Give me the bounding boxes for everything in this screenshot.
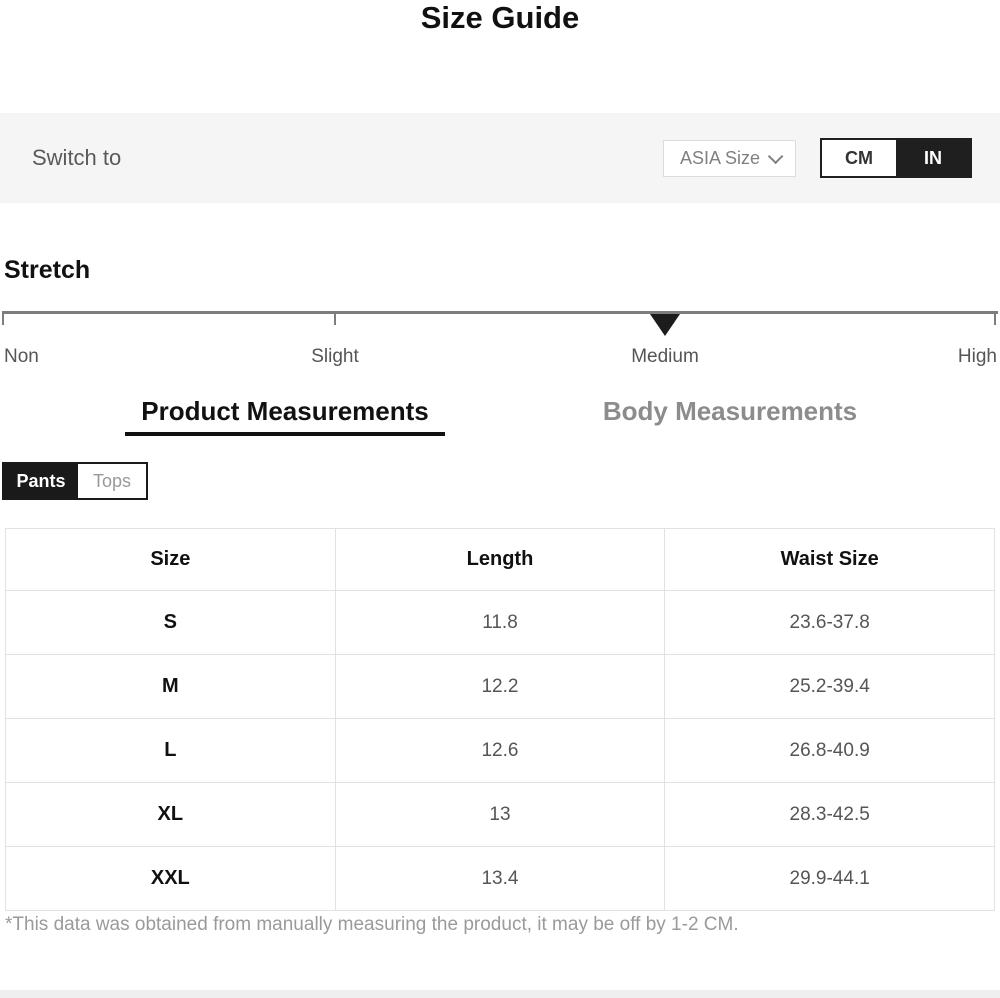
header-length: Length (335, 529, 665, 591)
table-row (6, 783, 995, 847)
table-cell: XL (6, 783, 336, 847)
region-select-value: ASIA Size (679, 147, 761, 168)
table-header-row (6, 529, 995, 591)
pants-tab[interactable]: Pants (4, 464, 78, 498)
category-toggle (2, 462, 148, 500)
switch-bar-controls (663, 138, 972, 178)
stretch-marker-icon (650, 314, 680, 336)
table-cell: L (6, 719, 336, 783)
stretch-label-high: High (957, 346, 997, 367)
header-size: Size (6, 529, 336, 591)
footnote: *This data was obtained from manually measuring the product, it may be off by 1-2 CM. (5, 914, 739, 935)
table-cell: M (6, 655, 336, 719)
tops-tab[interactable]: Tops (78, 464, 146, 498)
stretch-label-slight: Slight (311, 346, 359, 367)
table-cell: S (6, 591, 336, 655)
table-row (6, 591, 995, 655)
table-cell: 12.2 (335, 655, 665, 719)
cm-button[interactable]: CM (822, 140, 896, 176)
table-cell: 23.6-37.8 (665, 591, 995, 655)
switch-bar (0, 113, 1000, 203)
unit-toggle (820, 138, 972, 178)
table-cell: 11.8 (335, 591, 665, 655)
size-table (5, 528, 995, 911)
stretch-label-medium: Medium (631, 346, 699, 367)
bottom-strip (0, 990, 1000, 998)
table-row (6, 847, 995, 911)
header-waist-size: Waist Size (665, 529, 995, 591)
table-cell: 13.4 (335, 847, 665, 911)
region-select[interactable] (663, 140, 796, 177)
table-row (6, 655, 995, 719)
table-cell: 28.3-42.5 (665, 783, 995, 847)
table-cell: 25.2-39.4 (665, 655, 995, 719)
table-row (6, 719, 995, 783)
switch-to-label: Switch to (32, 145, 122, 170)
stretch-scale-line (2, 311, 998, 314)
table-cell: 12.6 (335, 719, 665, 783)
stretch-tick-non (2, 313, 4, 325)
table-cell: XXL (6, 847, 336, 911)
stretch-title: Stretch (4, 256, 91, 284)
page-title: Size Guide (420, 0, 580, 35)
tab-product-measurements[interactable]: Product Measurements (125, 396, 445, 436)
tab-body-measurements[interactable]: Body Measurements (602, 396, 858, 426)
stretch-label-non: Non (4, 346, 39, 367)
stretch-tick-slight (334, 313, 336, 325)
chevron-down-icon (768, 148, 784, 164)
in-button[interactable]: IN (896, 140, 970, 176)
table-cell: 13 (335, 783, 665, 847)
stretch-tick-high (994, 313, 996, 325)
table-cell: 26.8-40.9 (665, 719, 995, 783)
table-cell: 29.9-44.1 (665, 847, 995, 911)
